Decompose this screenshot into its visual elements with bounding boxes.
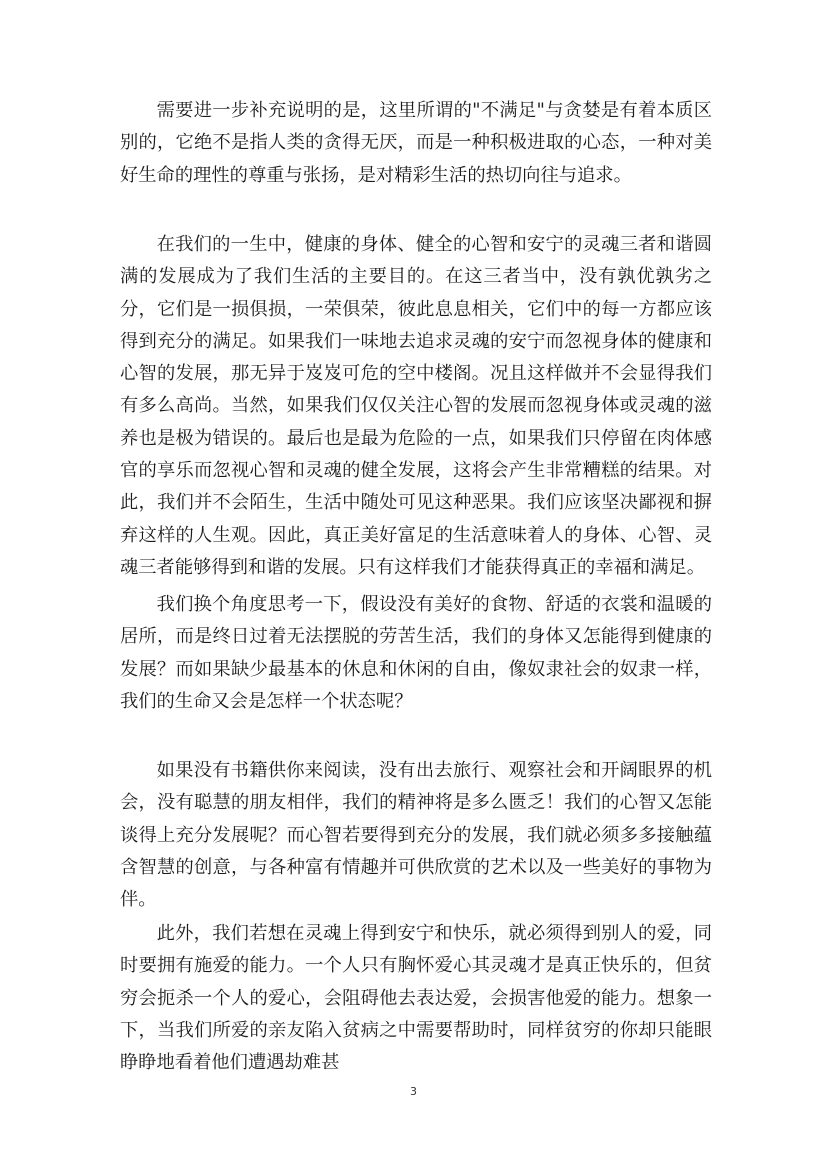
paragraph-3: 我们换个角度思考一下，假设没有美好的食物、舒适的衣裳和温暖的居所，而是终日过着无法摆脱的劳苦生活，我们的身体又怎能得到健康的发展？而如果缺少最基本的休息和休闲的自由，像奴隶社会的奴隶一样，我们的生命又会是怎样一个状态呢？ <box>120 594 712 712</box>
paragraph-1: 需要进一步补充说明的是，这里所谓的"不满足"与贪婪是有着本质区别的，它绝不是指人类的贪得无厌，而是一种积极进取的心态，一种对美好生命的理性的尊重与张扬，是对精彩生活的热切向往与追求。 <box>120 100 712 186</box>
paragraph-2: 在我们的一生中，健康的身体、健全的心智和安宁的灵魂三者和谐圆满的发展成为了我们生活的主要目的。在这三者当中，没有孰优孰劣之分，它们是一损俱损，一荣俱荣，彼此息息相关，它们中的每一方都应该得到充分的满足。如果我们一味地去追求灵魂的安宁而忽视身体的健康和心智的发展，那无异于岌岌可危的空中楼阁。况且这样做并不会显得我们有多么高尚。当然，如果我们仅仅关注心智的发展而忽视身体或灵魂的滋养也是极为错误的。最后也是最为危险的一点，如果我们只停留在肉体感官的享乐而忽视心智和灵魂的健全发展，这将会产生非常糟糕的结果。对此，我们并不会陌生，生活中随处可见这种恶果。我们应该坚决鄙视和摒弃这样的人生观。因此，真正美好富足的生活意味着人的身体、心智、灵魂三者能够得到和谐的发展。只有这样我们才能获得真正的幸福和满足。 <box>120 234 712 578</box>
paragraph-4: 如果没有书籍供你来阅读，没有出去旅行、观察社会和开阔眼界的机会，没有聪慧的朋友相伴，我们的精神将是多么匮乏！我们的心智又怎能谈得上充分发展呢？而心智若要得到充分的发展，我们就必须多多接触蕴含智慧的创意，与各种富有情趣并可供欣赏的艺术以及一些美好的事物为伴。 <box>120 760 712 911</box>
page-number: 3 <box>410 1085 417 1098</box>
paragraph-5: 此外，我们若想在灵魂上得到安宁和快乐，就必须得到别人的爱，同时要拥有施爱的能力。一个人只有胸怀爱心其灵魂才是真正快乐的，但贫穷会扼杀一个人的爱心，会阻碍他去表达爱，会损害他爱的能力。想象一下，当我们所爱的亲友陷入贫病之中需要帮助时，同样贫穷的你却只能眼睁睁地看着他们遭遇劫难甚 <box>120 923 712 1074</box>
